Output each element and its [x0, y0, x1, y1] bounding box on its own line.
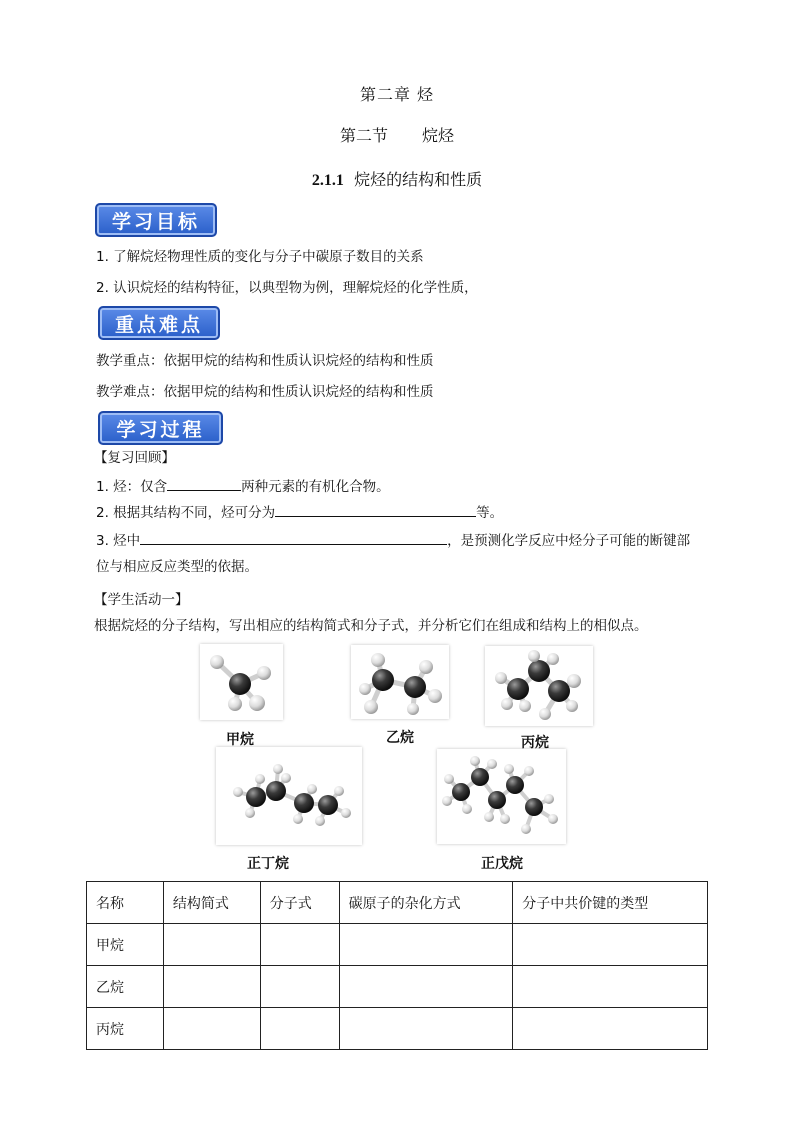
table-row	[87, 1008, 708, 1050]
lesson-title	[0, 167, 794, 190]
table-cell-input[interactable]	[260, 1008, 339, 1050]
review-question-3	[96, 529, 690, 549]
table-cell-name: 乙烷	[87, 966, 164, 1008]
lesson-number: 2.1.1	[311, 172, 344, 189]
table-cell-input[interactable]	[339, 924, 513, 966]
table-cell-name: 丙烷	[87, 1008, 164, 1050]
q3-text-a: 3. 烃中	[96, 533, 141, 549]
table-cell-input[interactable]	[339, 1008, 513, 1050]
pentane-label: 正戊烷	[481, 856, 523, 872]
review-question-2	[96, 501, 503, 521]
table-cell-input[interactable]	[163, 966, 260, 1008]
ethane-label: 乙烷	[386, 730, 414, 746]
butane-label: 正丁烷	[247, 856, 289, 872]
q1-text-b: 两种元素的有机化合物。	[241, 479, 390, 495]
q3-text-b: ，是预测化学反应中烃分子可能的断键部	[447, 533, 691, 549]
table-cell-input[interactable]	[339, 966, 513, 1008]
q2-answer-blank[interactable]	[275, 502, 476, 517]
table-header-cell: 碳原子的杂化方式	[339, 882, 513, 924]
table-header-cell: 分子式	[260, 882, 339, 924]
q3-answer-blank[interactable]	[140, 530, 447, 545]
table-cell-input[interactable]	[513, 966, 708, 1008]
activity-instruction: 根据烷烃的分子结构，写出相应的结构简式和分子式，并分析它们在组成和结构上的相似点。	[94, 618, 648, 634]
butane-model-image	[216, 747, 362, 845]
goals-badge: 学习目标	[95, 203, 217, 237]
table-cell-input[interactable]	[513, 1008, 708, 1050]
key-points-badge: 重点难点	[98, 306, 220, 340]
table-cell-input[interactable]	[260, 924, 339, 966]
table-row	[87, 966, 708, 1008]
activity-heading: 【学生活动一】	[94, 592, 189, 608]
q2-text-a: 2. 根据其结构不同，烃可分为	[96, 505, 276, 521]
goal-item-2: 2. 认识烷烃的结构特征，以典型物为例，理解烷烃的化学性质，	[96, 280, 478, 296]
alkane-comparison-table	[86, 881, 708, 1050]
table-header-cell: 名称	[87, 882, 164, 924]
pentane-model-image	[437, 749, 566, 844]
section-number: 第二节	[339, 126, 388, 145]
table-header-row	[87, 882, 708, 924]
table-cell-input[interactable]	[513, 924, 708, 966]
lesson-name: 烷烃的结构和性质	[354, 170, 483, 189]
table-row	[87, 924, 708, 966]
table-cell-input[interactable]	[163, 1008, 260, 1050]
methane-model-image	[200, 644, 283, 720]
ethane-model-image	[351, 645, 449, 719]
propane-label: 丙烷	[521, 735, 549, 751]
review-question-1	[96, 475, 390, 495]
propane-model-image	[485, 646, 593, 726]
chapter-title: 第二章 烃	[359, 85, 435, 104]
table-cell-name: 甲烷	[87, 924, 164, 966]
process-badge: 学习过程	[98, 411, 223, 445]
q2-text-b: 等。	[476, 505, 504, 521]
teaching-focus: 教学重点：依据甲烷的结构和性质认识烷烃的结构和性质	[96, 353, 434, 369]
section-title	[0, 123, 794, 146]
methane-label: 甲烷	[226, 732, 254, 748]
teaching-difficulty: 教学难点：依据甲烷的结构和性质认识烷烃的结构和性质	[96, 384, 434, 400]
table-header-cell: 分子中共价键的类型	[513, 882, 708, 924]
q1-text-a: 1. 烃：仅含	[96, 479, 168, 495]
table-cell-input[interactable]	[163, 924, 260, 966]
q1-answer-blank[interactable]	[167, 476, 241, 491]
table-cell-input[interactable]	[260, 966, 339, 1008]
review-heading: 【复习回顾】	[94, 450, 175, 466]
section-name: 烷烃	[422, 126, 455, 145]
review-question-3-cont: 位与相应反应类型的依据。	[96, 559, 258, 575]
table-header-cell: 结构简式	[163, 882, 260, 924]
goal-item-1: 1. 了解烷烃物理性质的变化与分子中碳原子数目的关系	[96, 249, 424, 265]
